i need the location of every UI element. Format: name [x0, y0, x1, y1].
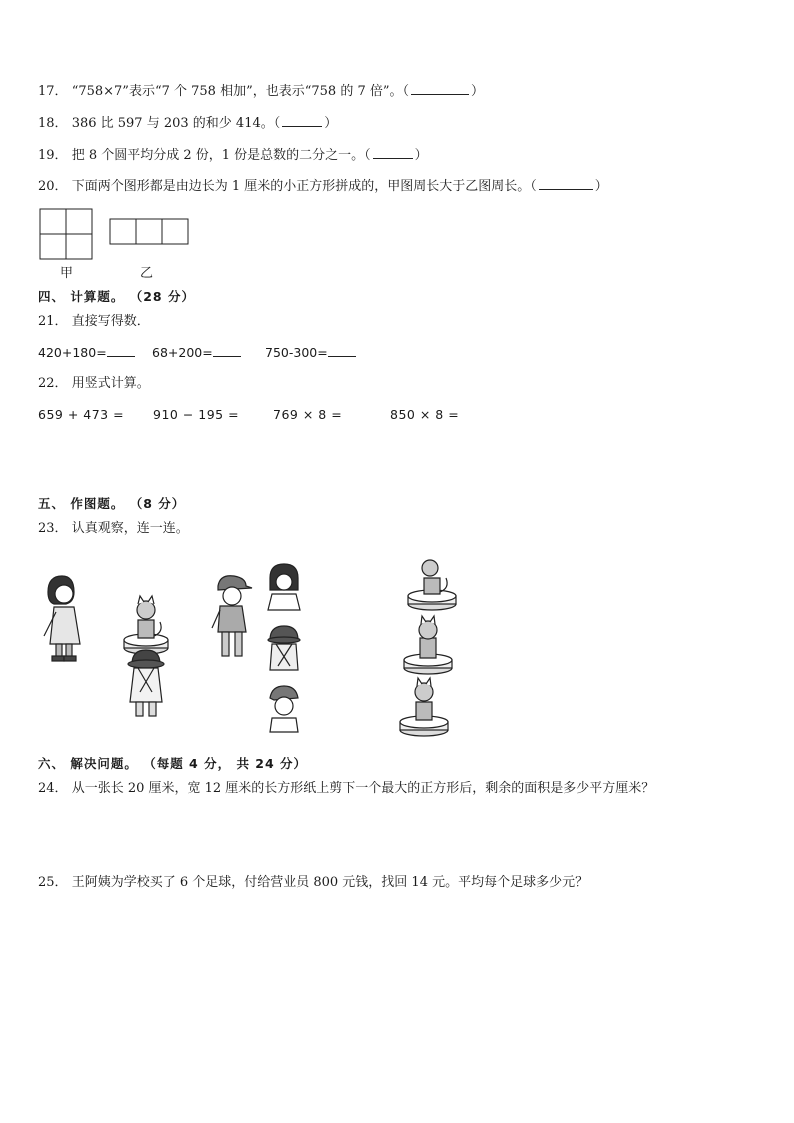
vertical-calc-1: 659 + 473 =: [38, 407, 125, 422]
figure-jia-label: 甲: [60, 266, 74, 281]
boy-back-small: [268, 626, 300, 670]
question-25: [38, 874, 588, 892]
boy-back-view: [128, 650, 164, 716]
section-4-heading: 四、 计算题。 （28 分）: [38, 289, 195, 304]
section-6-heading: 六、 解决问题。 （每题 4 分， 共 24 分）: [38, 756, 308, 771]
observation-matching-illustration: [36, 552, 476, 742]
girl-side-view: [44, 576, 80, 661]
question-text: 从一张长 20 厘米，宽 12 厘米的长方形纸上剪下一个最大的正方形后，剩余的面积是多少平方厘米？: [71, 781, 655, 796]
vertical-calc-4: 850 × 8 =: [390, 407, 460, 422]
question-23: [38, 520, 189, 538]
oral-calc-3: 750-300=: [265, 345, 356, 360]
oral-calc-2: 68+200=: [152, 345, 241, 360]
boy-cap-side-view: [212, 576, 252, 656]
question-21: [38, 313, 150, 331]
answer-blank[interactable]: [539, 177, 593, 190]
section-5-heading: 五、 作图题。 （8 分）: [38, 496, 186, 511]
question-20: 20． 下面两个图形都是由边长为 1 厘米的小正方形拼成的，甲图周长大于乙图周长。（ ）: [38, 179, 608, 194]
question-number: 20．: [38, 179, 68, 194]
question-text: 下面两个图形都是由边长为 1 厘米的小正方形拼成的，甲图周长大于乙图周长。（: [71, 179, 537, 194]
question-text: 王阿姨为学校买了 6 个足球，付给营业员 800 元钱，找回 14 元。平均每个足球多少元？: [71, 875, 589, 890]
answer-blank[interactable]: [213, 345, 241, 357]
question-number: 23．: [38, 521, 68, 536]
cat-on-pedestal-front: [124, 596, 168, 654]
question-text: 认真观察，连一连。: [71, 521, 189, 536]
question-19: 19． 把 8 个圆平均分成 2 份，1 份是总数的二分之一。（ ）: [38, 148, 428, 163]
question-24: [38, 780, 654, 798]
question-number: 24．: [38, 781, 68, 796]
oral-calc-1: 420+180=: [38, 345, 135, 360]
question-number: 21．: [38, 314, 68, 329]
question-text: 用竖式计算。: [71, 376, 150, 391]
question-number: 18．: [38, 116, 68, 131]
question-text: 直接写得数．: [71, 314, 150, 329]
figure-yi-grid: [108, 217, 192, 247]
question-18: 18． 386 比 597 与 203 的和少 414。（ ）: [38, 116, 338, 131]
vertical-calc-2: 910 − 195 =: [153, 407, 240, 422]
question-text: 把 8 个圆平均分成 2 份，1 份是总数的二分之一。（: [71, 148, 371, 163]
answer-blank[interactable]: [328, 345, 356, 357]
question-number: 25．: [38, 875, 68, 890]
cat-on-pedestal-side: [408, 560, 456, 610]
figure-yi-label: 乙: [140, 266, 154, 281]
question-number: 22．: [38, 376, 68, 391]
question-number: 19．: [38, 148, 68, 163]
answer-blank[interactable]: [411, 82, 469, 95]
vertical-calc-3: 769 × 8 =: [273, 407, 343, 422]
answer-blank[interactable]: [107, 345, 135, 357]
answer-blank[interactable]: [282, 114, 322, 127]
figure-jia-grid: [38, 207, 98, 263]
boy-front-face: [270, 686, 298, 732]
question-text: “758×7”表示“7 个 758 相加”，也表示“758 的 7 倍”。（: [71, 84, 410, 99]
question-17: 17． “758×7”表示“7 个 758 相加”，也表示“758 的 7 倍”。（ ）: [38, 84, 485, 99]
question-text: 386 比 597 与 203 的和少 414。（: [71, 116, 281, 131]
question-number: 17．: [38, 84, 68, 99]
cat-on-pedestal-face: [400, 678, 448, 736]
question-22: [38, 375, 150, 393]
girl-front-face: [268, 564, 300, 610]
answer-blank[interactable]: [373, 146, 413, 159]
cat-on-pedestal-back: [404, 616, 452, 674]
